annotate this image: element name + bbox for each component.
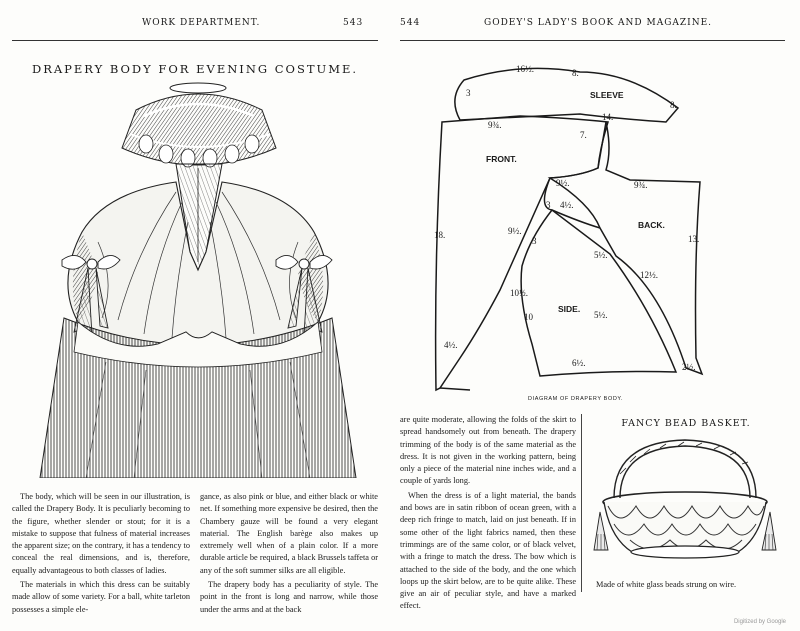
measure-mark: 6½. (572, 358, 586, 368)
back-label: BACK. (638, 220, 665, 230)
measure-mark: 4½. (444, 340, 458, 350)
running-header-section: WORK DEPARTMENT. (142, 18, 261, 28)
bead-basket-illustration (590, 434, 780, 574)
running-header-publication: GODEY'S LADY'S BOOK AND MAGAZINE. (484, 18, 713, 28)
measure-mark: 3 (532, 236, 537, 246)
diagram-caption: DIAGRAM OF DRAPERY BODY. (528, 396, 624, 402)
paragraph: When the dress is of a light material, the bands and bows are in satin ribbon of ocean green, with a deep rich fringe to match, laid on just beneath. If in some other of the light fabrics named, then these trimmings are of the same color, or of black velvet, with a fringe to match the dress. The bow which is attached to the side of the body, and the one which loops up the skirt below, are to be quite alike. These give an air of peculiar style, and have a marked effect. (400, 490, 576, 611)
measure-mark: 8. (572, 68, 579, 78)
paragraph: The materials in which this dress can be suitably made allow of some variety. For a ball, white tarleton possesses a simple ele- (12, 580, 190, 614)
measure-mark: 8. (670, 100, 677, 110)
article-title: DRAPERY BODY FOR EVENING COSTUME. (31, 62, 359, 76)
paragraph: are quite moderate, allowing the folds of the skirt to spread handsomely out from beneath. The drapery trimming of the body is of the same material as the dress. It is not given in the working pattern, being only a piece of the material nine inches wide, and a couple of yards long. (400, 415, 576, 486)
measure-mark: 9¾. (488, 120, 502, 130)
dress-engraving-illustration (26, 82, 368, 478)
sleeve-piece (455, 68, 678, 122)
page-number-left: 543 (343, 18, 364, 28)
measure-mark: 14. (602, 112, 614, 122)
back-piece (550, 122, 702, 374)
right-page (400, 0, 800, 631)
page-number-right: 544 (400, 18, 421, 28)
left-page-column-1 (12, 491, 190, 618)
paragraph: gance, as also pink or blue, and either black or white net. If something more expensive be desired, then the Chambery gauze will be found a very elegant material. The English barège also makes up extremely well when of a plain color. If a more durable article be required, a black Brussels taffeta or any of the soft summer silks are all eligible. (200, 492, 378, 575)
measure-mark: 10½. (510, 288, 528, 298)
digitized-watermark: Digitized by Google (733, 619, 786, 625)
measure-mark: 9¾. (634, 180, 648, 190)
measure-mark: 3 (466, 88, 471, 98)
measure-mark: 5½. (594, 250, 608, 260)
measure-mark: 7. (580, 130, 587, 140)
front-piece (436, 116, 608, 390)
side-piece (521, 210, 676, 376)
measure-mark: 2½. (682, 362, 696, 372)
basket-title: FANCY BEAD BASKET. (621, 418, 751, 429)
sleeve-label: SLEEVE (590, 90, 624, 100)
measure-mark: 18. (434, 230, 446, 240)
measure-mark: 9½. (508, 226, 522, 236)
side-label: SIDE. (558, 304, 581, 314)
drapery-body-pattern-diagram (430, 58, 730, 394)
front-label: FRONT. (486, 154, 517, 164)
measure-mark: 5½. (594, 310, 608, 320)
measure-mark: 13. (688, 234, 700, 244)
measure-mark: 16½. (516, 64, 534, 74)
measure-mark: 3 (546, 200, 551, 210)
right-page-column-1 (400, 414, 576, 615)
measure-mark: 12½. (640, 270, 658, 280)
left-page-column-2 (200, 491, 378, 618)
measurement-marks (434, 64, 699, 372)
paragraph: The drapery body has a peculiarity of style. The point in the front is long and narrow, while those under the arms and at the back (200, 580, 378, 614)
measure-mark: 4½. (560, 200, 574, 210)
basket-caption: Made of white glass beads strung on wire. (596, 580, 737, 589)
pattern-piece-labels (486, 90, 665, 314)
header-rule (12, 40, 378, 41)
paragraph: The body, which will be seen in our illustration, is called the Drapery Body. It is peculiarly becoming to the figure, whether slender or stout; for it is a mistake to suppose that fulness of material increases the apparent size; on the contrary, it has a tendency to conceal the real dimensions, and is, therefore, equally advantageous to both classes of ladies. (12, 492, 191, 575)
header-rule (400, 40, 785, 41)
measure-mark: 10 (524, 312, 533, 322)
column-divider (581, 414, 582, 592)
measure-mark: 9½. (556, 178, 570, 188)
